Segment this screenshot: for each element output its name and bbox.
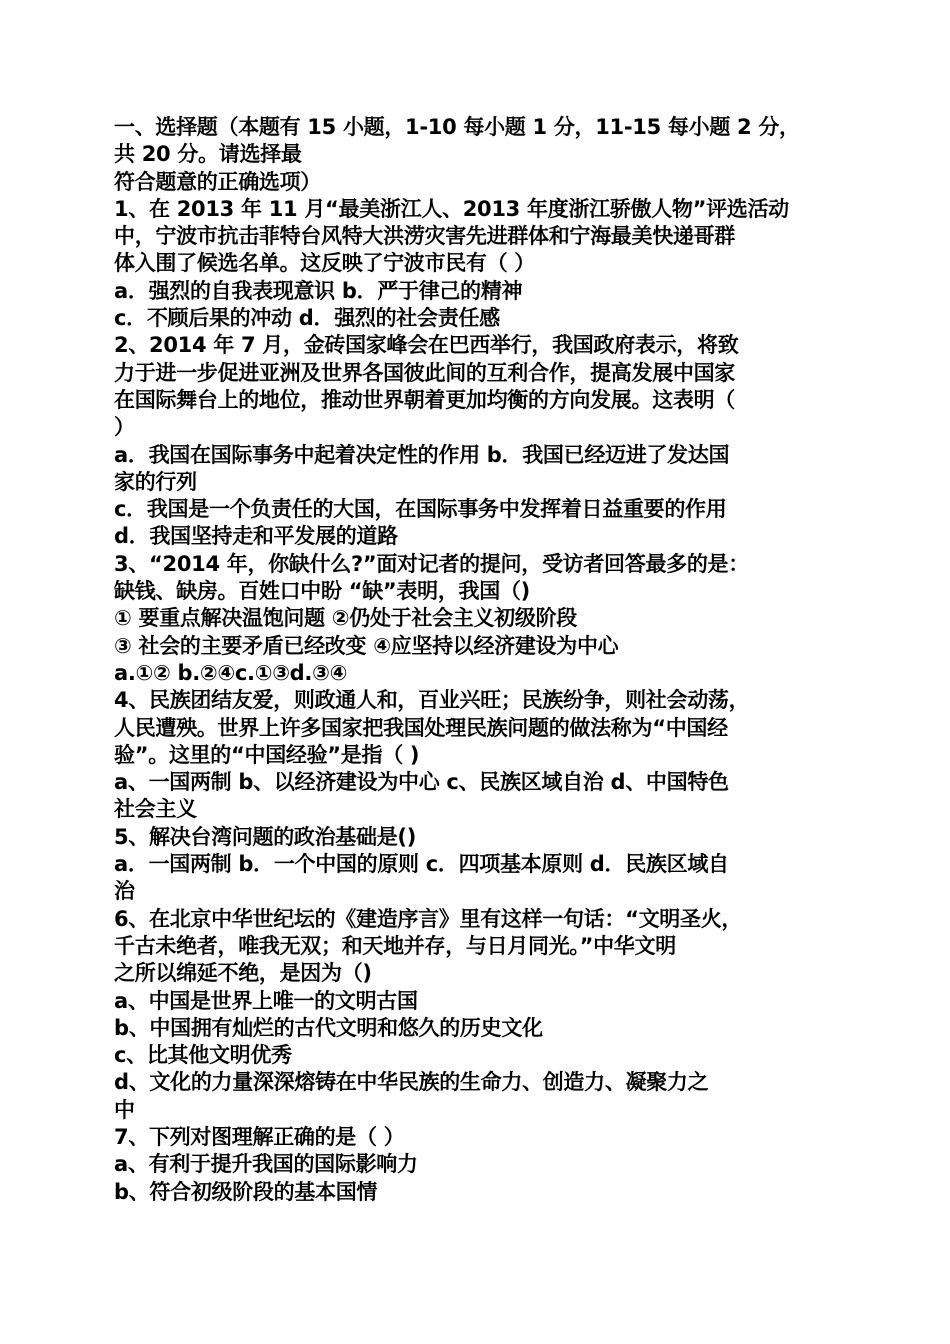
text-line: 3、“2014 年，你缺什么?”面对记者的提问，受访者回答最多的是： <box>114 551 749 576</box>
text-line: ③ 社会的主要矛盾已经改变 ④应坚持以经济建设为中心 <box>114 633 619 658</box>
text-line: 治 <box>114 879 135 904</box>
text-line: c、比其他文明优秀 <box>114 1043 292 1068</box>
text-line: 在国际舞台上的地位，推动世界朝着更加均衡的方向发展。这表明（ <box>114 387 735 412</box>
text-line: d、文化的力量深深熔铸在中华民族的生命力、创造力、凝聚力之 <box>114 1070 709 1095</box>
text-line: ） <box>114 415 135 440</box>
text-line: b、中国拥有灿烂的古代文明和悠久的历史文化 <box>114 1015 543 1040</box>
text-line: a、中国是世界上唯一的文明古国 <box>114 988 418 1013</box>
text-line: 6、在北京中华世纪坛的《建造序言》里有这样一句话：“文明圣火， <box>114 906 743 931</box>
text-line: c．不顾后果的冲动 d．强烈的社会责任感 <box>114 306 500 331</box>
text-line: ① 要重点解决温饱问题 ②仍处于社会主义初级阶段 <box>114 606 577 631</box>
text-line: 缺钱、缺房。百姓口中盼 “缺”表明，我国（) <box>114 579 530 604</box>
text-line: 中，宁波市抗击菲特台风特大洪涝灾害先进群体和宁海最美快递哥群 <box>114 224 735 249</box>
text-line: 体入围了候选名单。这反映了宁波市民有（ ） <box>114 251 536 276</box>
text-line: 家的行列 <box>114 469 197 494</box>
text-line: 7、下列对图理解正确的是（ ） <box>114 1124 405 1149</box>
text-line: 千古未绝者，唯我无双；和天地并存，与日月同光。”中华文明 <box>114 933 676 958</box>
text-line: c．我国是一个负责任的大国，在国际事务中发挥着日益重要的作用 <box>114 497 727 522</box>
text-line: 力于进一步促进亚洲及世界各国彼此间的互利合作，提高发展中国家 <box>114 360 735 385</box>
text-line: a．一国两制 b．一个中国的原则 c．四项基本原则 d．民族区域自 <box>114 852 729 877</box>
text-line: a．强烈的自我表现意识 b．严于律己的精神 <box>114 278 523 303</box>
text-line: a．我国在国际事务中起着决定性的作用 b．我国已经迈进了发达国 <box>114 442 730 467</box>
text-line: a.①② b.②④c.①③d.③④ <box>114 660 348 685</box>
text-line: 之所以绵延不绝，是因为（) <box>114 961 372 986</box>
text-line: d．我国坚持走和平发展的道路 <box>114 524 398 549</box>
text-line: 5、解决台湾问题的政治基础是() <box>114 824 417 849</box>
text-line: 一、选择题（本题有 15 小题，1-10 每小题 1 分，11-15 每小题 2 分， <box>114 115 800 139</box>
text-line: 人民遭殃。世界上许多国家把我国处理民族问题的做法称为“中国经 <box>114 715 728 740</box>
document-body <box>114 114 844 1206</box>
text-line: 2、2014 年 7 月，金砖国家峰会在巴西举行，我国政府表示，将致 <box>114 333 739 358</box>
text-line: b、符合初级阶段的基本国情 <box>114 1179 378 1204</box>
text-line: 1、在 2013 年 11 月“最美浙江人、2013 年度浙江骄傲人物”评选活动 <box>114 196 789 221</box>
text-line: 符合题意的正确选项） <box>114 169 321 194</box>
text-line: a、一国两制 b、以经济建设为中心 c、民族区域自治 d、中国特色 <box>114 770 729 795</box>
text-line: 验”。这里的“中国经验”是指（ ) <box>114 742 420 767</box>
text-line: 中 <box>114 1097 135 1122</box>
text-line: 共 20 分。请选择最 <box>114 142 302 167</box>
text-line: a、有利于提升我国的国际影响力 <box>114 1152 418 1177</box>
text-line: 4、民族团结友爱，则政通人和，百业兴旺；民族纷争，则社会动荡， <box>114 688 750 713</box>
text-line: 社会主义 <box>114 797 197 822</box>
